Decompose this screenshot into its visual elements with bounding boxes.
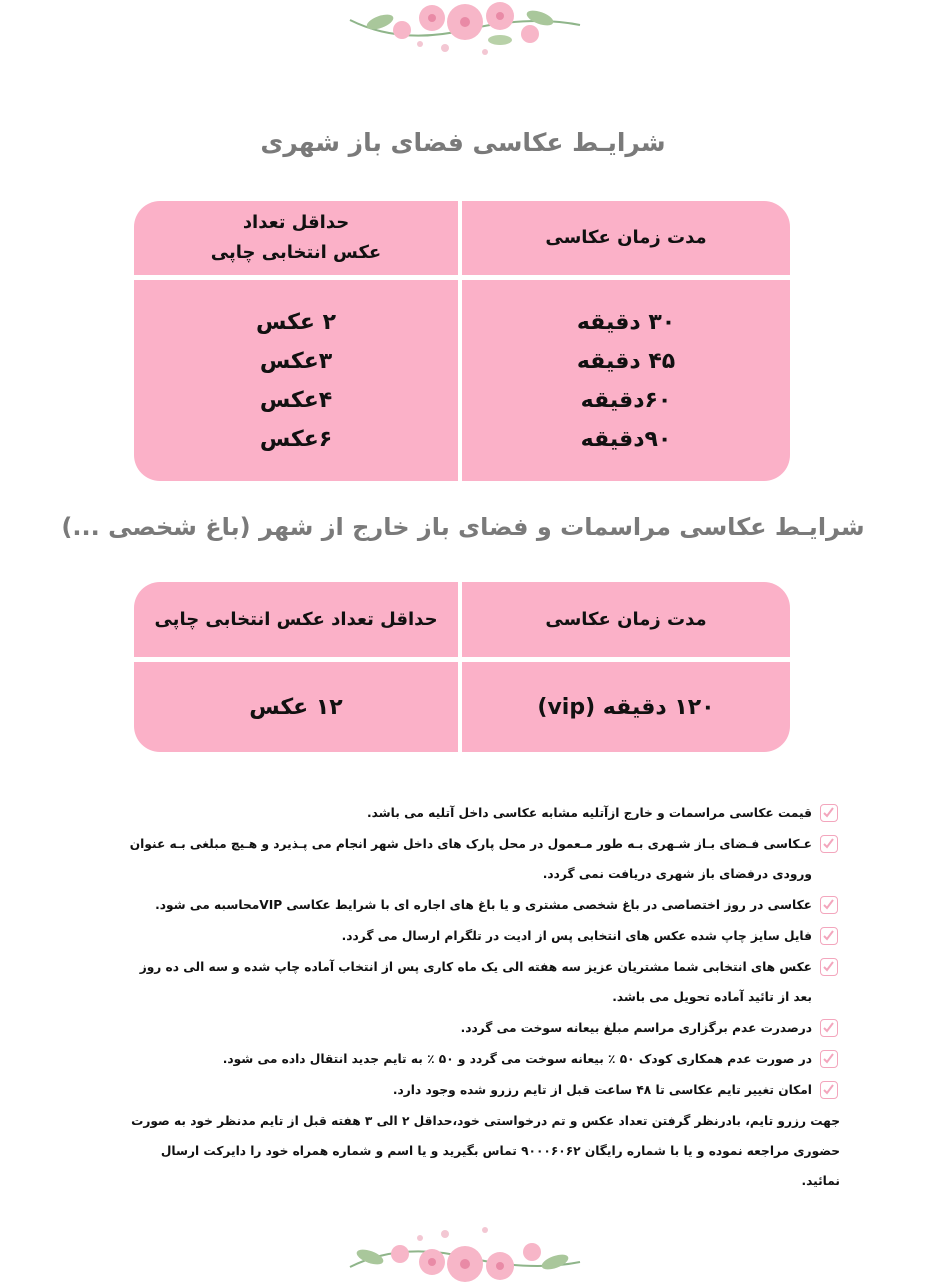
note-item	[120, 1075, 840, 1105]
checkbox-checked-icon	[820, 896, 838, 914]
duration-value: ۹۰دقیقه	[580, 426, 672, 452]
table2-header-duration	[462, 582, 790, 657]
note-text: عـکاسی فـضای بـاز شـهری بـه طور مـعمول در محل پارک های داخل شهر انجام می پـذیرد و هـیچ مبلغی بـه عنوان ورودی درفضای باز شهری دریافت نمی گردد.	[129, 837, 812, 881]
checkbox-checked-icon	[820, 927, 838, 945]
note-item	[120, 921, 840, 951]
table1-durations	[462, 280, 790, 481]
table1-header-duration	[462, 201, 790, 275]
note-item	[120, 890, 840, 920]
checkbox-checked-icon	[820, 1019, 838, 1037]
table1-header-photos-line2: عکس انتخابی چاپی	[210, 242, 382, 263]
checkbox-checked-icon	[820, 1050, 838, 1068]
note-text: عکس های انتخابی شما مشتریان عزیز سه هفته الی یک ماه کاری پس از انتخاب آماده چاپ شده و سه الی ده روز بعد از تائید آماده تحویل می باشد.	[139, 960, 812, 1004]
note-item	[120, 829, 840, 889]
photo-count-value: ۶عکس	[259, 426, 333, 452]
note-text: عکاسی در روز اختصاصی در باغ شخصی مشتری و یا باغ های اجاره ای با شرایط عکاسی VIPمحاسبه می شود.	[155, 898, 812, 912]
duration-value: ۴۵ دقیقه	[576, 348, 676, 374]
note-text: درصدرت عدم برگزاری مراسم مبلغ بیعانه سوخت می گردد.	[460, 1021, 812, 1035]
note-item	[120, 952, 840, 1012]
table2-header-duration-text: مدت زمان عکاسی	[545, 608, 707, 630]
checkbox-checked-icon	[820, 835, 838, 853]
table2-duration	[462, 662, 790, 752]
table1-photos	[134, 280, 458, 481]
duration-value: ۶۰دقیقه	[580, 387, 672, 413]
photo-count-value: ۴عکس	[259, 387, 333, 413]
table2-photos	[134, 662, 458, 752]
table2-header-photos-text: حداقل تعداد عکس انتخابی چاپی	[154, 608, 438, 630]
floral-decoration-bottom-icon	[340, 1212, 590, 1287]
reservation-note: جهت رزرو تایم، بادرنظر گرفتن تعداد عکس و تم درخواستی خود،حداقل ۲ الی ۳ هفته قبل از تایم مدنظر خود به صورت حضوری مراجعه نموده و یا با شماره رایگان ۹۰۰۰۶۰۶۲ تماس بگیرید و یا اسم و شماره همراه خود را دایرکت ارسال نمائید.	[131, 1114, 840, 1188]
photo-count-value: ۳عکس	[259, 348, 333, 374]
checkbox-checked-icon	[820, 958, 838, 976]
photo-count-value: ۲ عکس	[255, 309, 337, 335]
section-title-outside: شرایـط عکاسی مراسمات و فضای باز خارج از شهر (باغ شخصی ...)	[61, 513, 865, 541]
note-text: قیمت عکاسی مراسمات و خارج ازآتلیه مشابه عکاسی داخل آتلیه می باشد.	[367, 806, 812, 820]
note-text: امکان تغییر تایم عکاسی تا ۴۸ ساعت قبل از تایم رزرو شده وجود دارد.	[392, 1083, 812, 1097]
note-item	[120, 1044, 840, 1074]
checkbox-checked-icon	[820, 804, 838, 822]
table1-header-photos-line1: حداقل تعداد	[242, 212, 350, 233]
note-item	[120, 1013, 840, 1043]
section-title-city: شرایـط عکاسی فضای باز شهری	[260, 128, 666, 157]
checkbox-checked-icon	[820, 1081, 838, 1099]
table1-header-photos	[134, 201, 458, 275]
duration-value: ۳۰ دقیقه	[576, 309, 676, 335]
note-text: فایل سایز چاپ شده عکس های انتخابی پس از ادیت در تلگرام ارسال می گردد.	[341, 929, 812, 943]
note-text: در صورت عدم همکاری کودک ۵۰ ٪ بیعانه سوخت می گردد و ۵۰ ٪ به تایم جدید انتقال داده می شود.	[222, 1052, 812, 1066]
conditions-notes-list	[120, 798, 840, 1196]
table1-header-duration-text: مدت زمان عکاسی	[545, 227, 707, 248]
floral-decoration-top-icon	[340, 0, 590, 75]
note-item	[120, 798, 840, 828]
table2-header-photos	[134, 582, 458, 657]
outside-conditions-table	[134, 582, 790, 752]
duration-value: ۱۲۰ دقیقه (vip)	[537, 694, 715, 720]
city-conditions-table	[134, 201, 790, 481]
photo-count-value: ۱۲ عکس	[249, 694, 343, 720]
